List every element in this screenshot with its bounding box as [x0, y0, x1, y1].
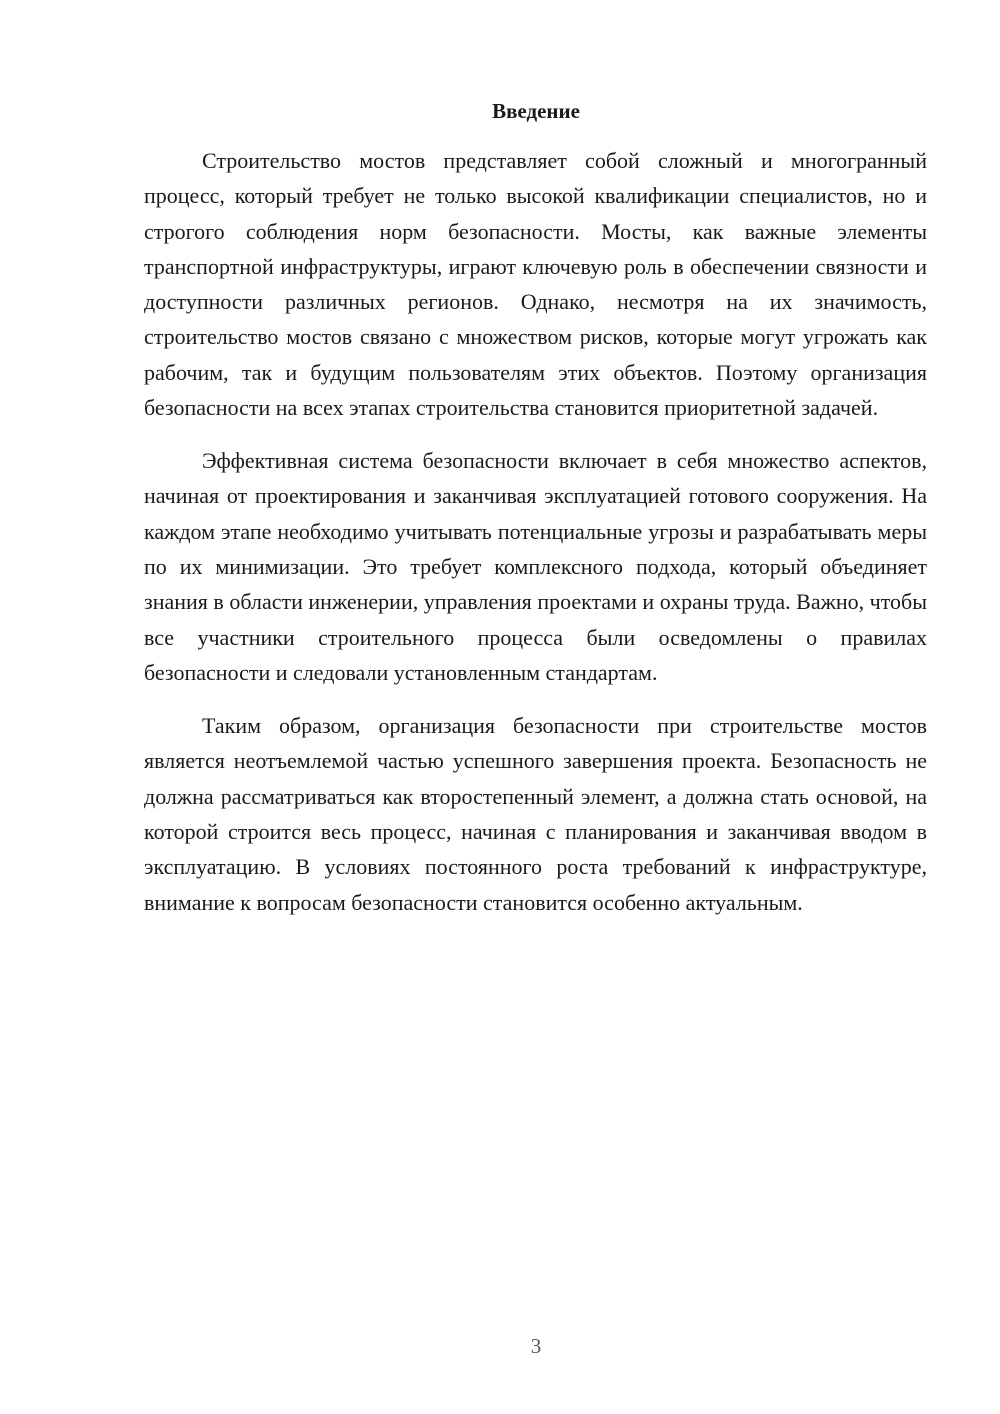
paragraph: Эффективная система безопасности включает в себя множество аспектов, начиная от проектирования и заканчивая эксплуатацией готового сооружения. На каждом этапе необходимо учитывать потенциальные угрозы и разрабатывать меры по их минимизации. Это требует комплексного подхода, который объединяет знания в области инженерии, управления проектами и охраны труда. Важно, чтобы все участники строительного процесса были осведомлены о правилах безопасности и следовали установленным стандартам.	[144, 448, 927, 685]
body-text	[144, 143, 927, 920]
paragraph: Строительство мостов представляет собой сложный и многогранный процесс, который требует не только высокой квалификации специалистов, но и строгого соблюдения норм безопасности. Мосты, как важные элементы транспортной инфраструктуры, играют ключевую роль в обеспечении связности и доступности различных регионов. Однако, несмотря на их значимость, строительство мостов связано с множеством рисков, которые могут угрожать как рабочим, так и будущим пользователям этих объектов. Поэтому организация безопасности на всех этапах строительства становится приоритетной задачей.	[144, 148, 927, 421]
section-heading: Введение	[492, 99, 580, 123]
paragraph: Таким образом, организация безопасности при строительстве мостов является неотъемлемой частью успешного завершения проекта. Безопасность не должна рассматриваться как второстепенный элемент, а должна стать основой, на которой строится весь процесс, начиная с планирования и заканчивая вводом в эксплуатацию. В условиях постоянного роста требований к инфраструктуре, внимание к вопросам безопасности становится особенно актуальным.	[144, 713, 927, 915]
page-number: 3	[530, 1334, 542, 1358]
